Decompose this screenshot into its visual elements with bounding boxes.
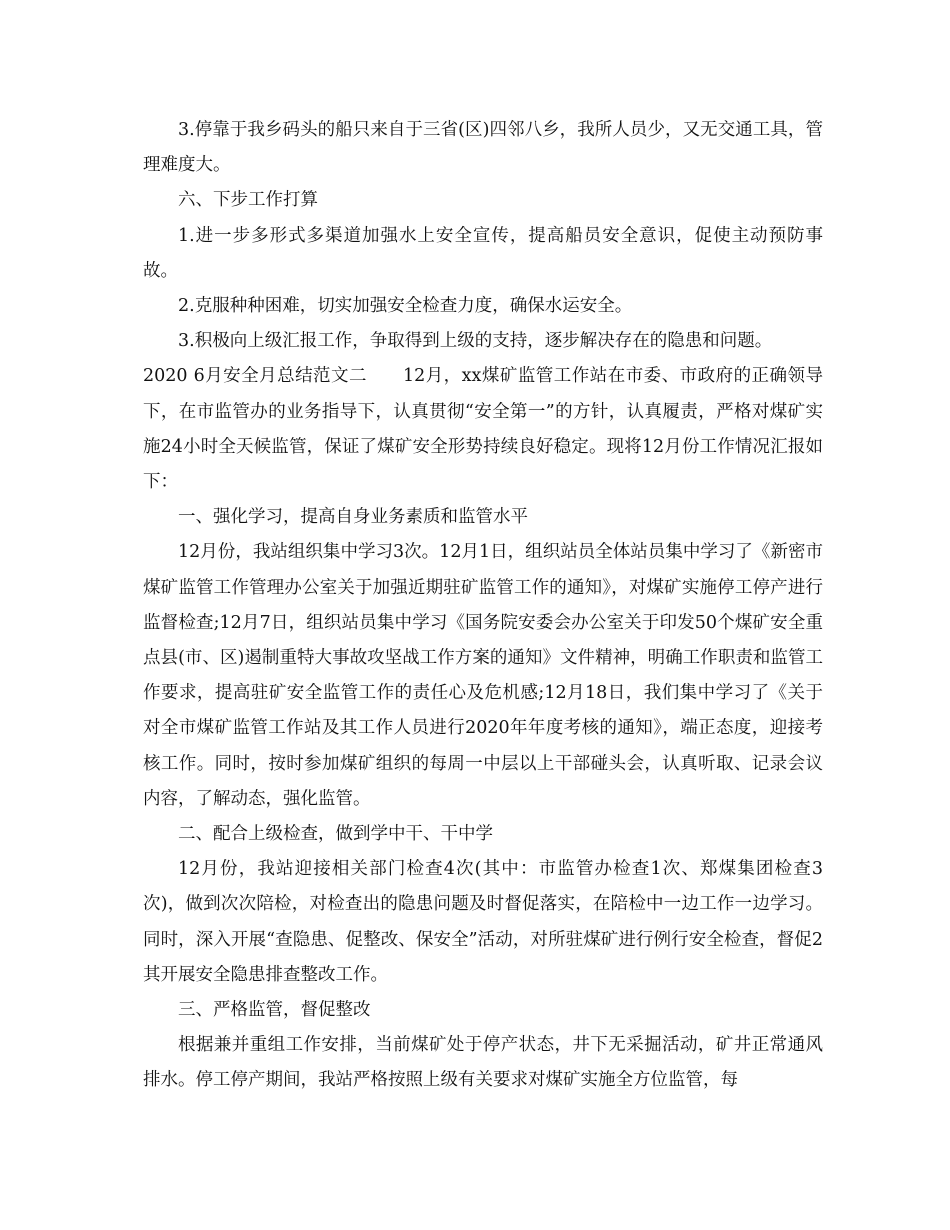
paragraph-plan-2: 2.克服种种困难，切实加强安全检查力度，确保水运安全。 (178, 296, 633, 317)
paragraph-item-1: 3.停靠于我乡码头的船只来自于三省(区)四邻八乡，我所人员少，又无交通工具，管理难度大。 (143, 120, 823, 176)
paragraph-plan-3: 3.积极向上级汇报工作，争取得到上级的支持，逐步解决存在的隐患和问题。 (178, 331, 773, 352)
paragraph-inspection-details: 12月份，我站迎接相关部门检查4次(其中：市监管办检查1次、郑煤集团检查3次)，做到次次陪检，对检查出的隐患问题及时督促落实，在陪检中一边工作一边学习。同时，深入开展“查隐患、促整改、保安全”活动，对所驻煤矿进行例行安全检查，督促2其开展安全隐患排查整改工作。 (143, 859, 823, 985)
section-heading-next-steps: 六、下步工作打算 (178, 190, 318, 211)
section-heading-supervision: 三、严格监管，督促整改 (178, 1000, 371, 1021)
section-heading-inspection: 二、配合上级检查，做到学中干、干中学 (178, 824, 493, 845)
document-body (143, 113, 823, 1099)
paragraph-supervision-details: 根据兼并重组工作安排，当前煤矿处于停产状态，井下无采掘活动，矿井正常通风排水。停工停产期间，我站严格按照上级有关要求对煤矿实施全方位监管，每 (143, 1035, 823, 1091)
paragraph-plan-1: 1.进一步多形式多渠道加强水上安全宣传，提高船员安全意识，促使主动预防事故。 (143, 225, 823, 281)
paragraph-summary-intro: 2020 6月安全月总结范文二 12月，xx煤矿监管工作站在市委、市政府的正确领导下，在市监管办的业务指导下，认真贯彻“安全第一”的方针，认真履责，严格对煤矿实施24小时全天候监管，保证了煤矿安全形势持续良好稳定。现将12月份工作情况汇报如下： (143, 366, 823, 493)
paragraph-study-details: 12月份，我站组织集中学习3次。12月1日，组织站员全体站员集中学习了《新密市煤矿监管工作管理办公室关于加强近期驻矿监管工作的通知》，对煤矿实施停工停产进行监督检查;12月7日，组织站员集中学习《国务院安委会办公室关于印发50个煤矿安全重点县(市、区)遏制重特大事故攻坚战工作方案的通知》文件精神，明确工作职责和监管工作要求，提高驻矿安全监管工作的责任心及危机感;12月18日，我们集中学习了《关于对全市煤矿监管工作站及其工作人员进行2020年年度考核的通知》，端正态度，迎接考核工作。同时，按时参加煤矿组织的每周一中层以上干部碰头会，认真听取、记录会议内容，了解动态，强化监管。 (143, 542, 823, 809)
section-heading-study: 一、强化学习，提高自身业务素质和监管水平 (178, 507, 528, 528)
